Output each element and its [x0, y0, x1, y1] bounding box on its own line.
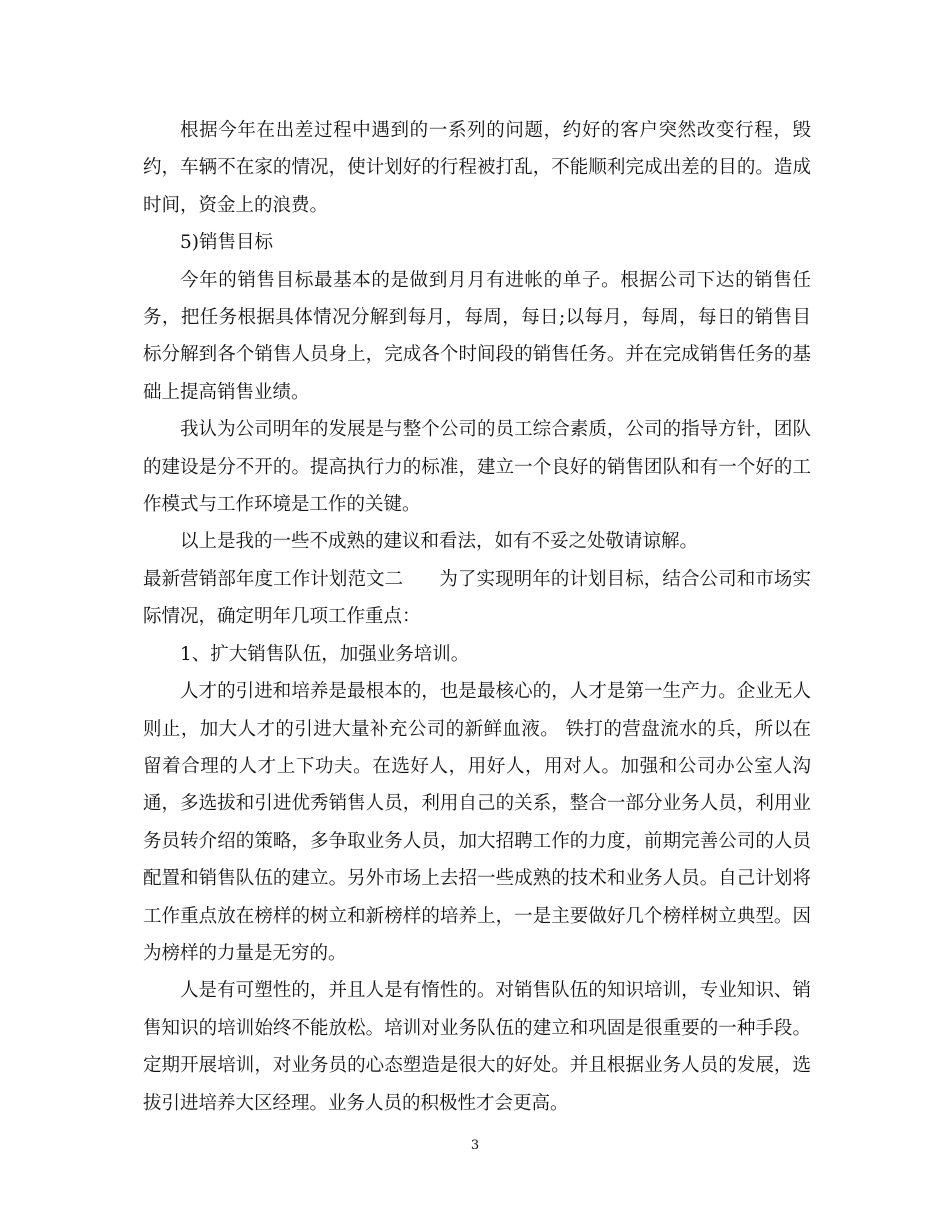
list-item-expand-sales-team: 1、扩大销售队伍，加强业务培训。	[180, 643, 470, 665]
document-body	[143, 112, 811, 1122]
paragraph-travel-issues: 根据今年在出差过程中遇到的一系列的问题，约好的客户突然改变行程，毁约，车辆不在家的情况，使计划好的行程被打乱，不能顺利完成出差的目的。造成时间，资金上的浪费。	[143, 120, 811, 216]
paragraph-sales-target: 今年的销售目标最基本的是做到月月有进帐的单子。根据公司下达的销售任务，把任务根据具体情况分解到每月，每周，每日;以每月，每周，每日的销售目标分解到各个销售人员身上，完成各个时间段的销售任务。并在完成销售任务的基础上提高销售业绩。	[143, 269, 811, 403]
page-number: 3	[470, 1138, 480, 1153]
paragraph-training: 人是有可塑性的，并且人是有惰性的。对销售队伍的知识培训，专业知识、销售知识的培训始终不能放松。培训对业务队伍的建立和巩固是很重要的一种手段。定期开展培训，对业务员的心态塑造是很大的好处。并且根据业务人员的发展，选拔引进培养大区经理。业务人员的积极性才会更高。	[143, 980, 811, 1114]
document-section-title: 最新营销部年度工作计划范文二	[143, 568, 404, 590]
paragraph-plan-two-intro: 为了实现明年的计划目标，结合公司和市场实际情况，确定明年几项工作重点：	[143, 568, 811, 628]
paragraph-company-development: 我认为公司明年的发展是与整个公司的员工综合素质，公司的指导方针，团队的建设是分不开的。提高执行力的标准，建立一个良好的销售团队和有一个好的工作模式与工作环境是工作的关键。	[143, 419, 811, 516]
paragraph-plan-two	[143, 561, 811, 636]
section-heading-sales-target: 5)销售目标	[180, 232, 273, 254]
paragraph-closing-remark: 以上是我的一些不成熟的建议和看法，如有不妥之处敬请谅解。	[180, 531, 699, 553]
paragraph-talent: 人才的引进和培养是最根本的，也是最核心的，人才是第一生产力。企业无人则止，加大人才的引进大量补充公司的新鲜血液。 铁打的营盘流水的兵，所以在留着合理的人才上下功夫。在选好人，用好人，用对人。加强和公司办公室人沟通，多选拔和引进优秀销售人员，利用自己的关系，整合一部分业务人员，利用业务员转介绍的策略，多争取业务人员，加大招聘工作的力度，前期完善公司的人员配置和销售队伍的建立。另外市场上去招一些成熟的技术和业务人员。自己计划将工作重点放在榜样的树立和新榜样的培养上，一是主要做好几个榜样树立典型。因为榜样的力量是无穷的。	[143, 681, 811, 964]
